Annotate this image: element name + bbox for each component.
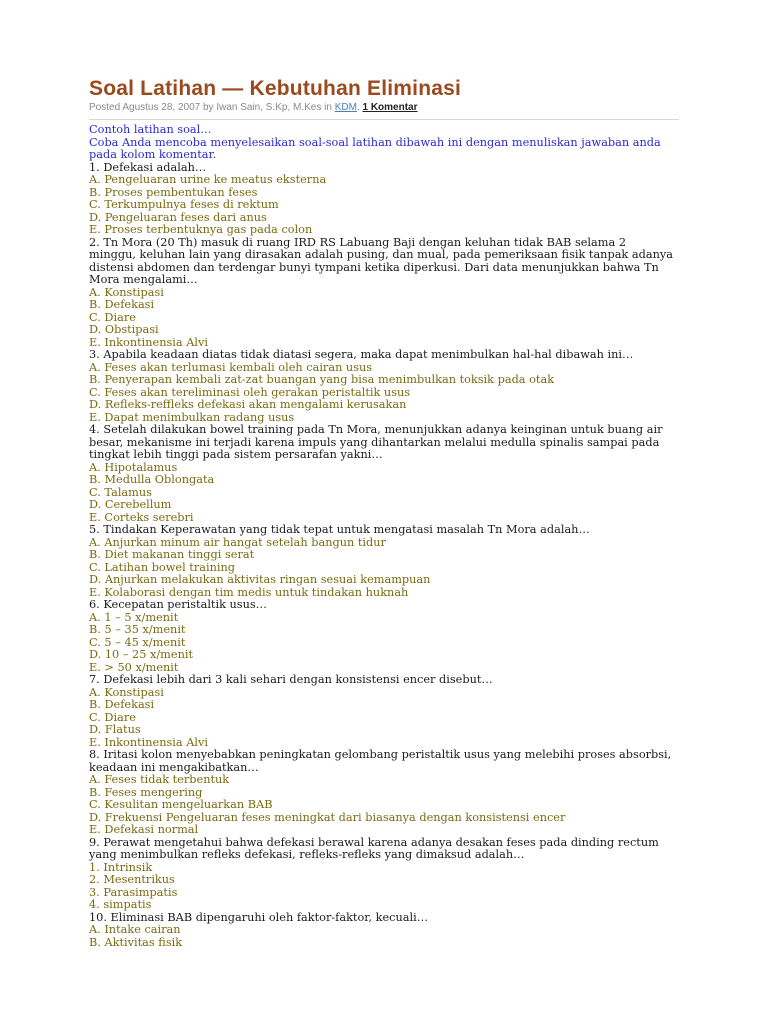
answer-option: C. Kesulitan mengeluarkan BAB bbox=[89, 798, 273, 811]
answer-option: B. Defekasi bbox=[89, 698, 155, 711]
answer-option: B. Defekasi bbox=[89, 298, 155, 311]
question-list bbox=[89, 162, 675, 950]
answer-option: D. Flatus bbox=[89, 723, 141, 736]
question-text: 3. Apabila keadaan diatas tidak diatasi segera, maka dapat menimbulkan hal-hal dibawah ini… bbox=[89, 348, 634, 361]
answer-option: 3. Parasimpatis bbox=[89, 885, 178, 899]
question-text: 1. Defekasi adalah… bbox=[89, 160, 207, 174]
intro-line-1: Contoh latihan soal… bbox=[89, 123, 212, 136]
answer-option: B. Diet makanan tinggi serat bbox=[89, 548, 255, 561]
answer-option: A. Intake cairan bbox=[89, 923, 181, 936]
post-meta bbox=[89, 102, 689, 114]
answer-option: E. Proses terbentuknya gas pada colon bbox=[89, 223, 313, 236]
question-text: 4. Setelah dilakukan bowel training pada Tn Mora, menunjukkan adanya keinginan untuk buang air besar, mekanisme ini terjadi karena impuls yang dihantarkan melalui medulla spinalis sampai pada tingkat lebih tinggi pada sistem persarafan yakni… bbox=[89, 423, 663, 461]
answer-option: A. Pengeluaran urine ke meatus eksterna bbox=[89, 173, 327, 186]
answer-option: D. Pengeluaran feses dari anus bbox=[89, 210, 267, 224]
answer-option: 1. Intrinsik bbox=[89, 860, 153, 874]
answer-option: D. Anjurkan melakukan aktivitas ringan sesuai kemampuan bbox=[89, 573, 431, 586]
post-content bbox=[89, 124, 675, 949]
answer-option: B. Proses pembentukan feses bbox=[89, 185, 258, 199]
answer-option: C. 5 – 45 x/menit bbox=[89, 635, 186, 649]
answer-option: C. Terkumpulnya feses di rektum bbox=[89, 198, 279, 211]
answer-option: 4. simpatis bbox=[89, 898, 152, 911]
question-text: 8. Iritasi kolon menyebabkan peningkatan gelombang peristaltik usus yang melebihi proses absorbsi, keadaan ini mengakibatkan… bbox=[89, 748, 672, 774]
answer-option: A. Anjurkan minum air hangat setelah bangun tidur bbox=[89, 535, 386, 549]
question-text: 10. Eliminasi BAB dipengaruhi oleh faktor-faktor, kecuali… bbox=[89, 910, 429, 924]
answer-option: C. Diare bbox=[89, 710, 136, 724]
intro-line-2: Coba Anda mencoba menyelesaikan soal-soal latihan dibawah ini dengan menuliskan jawaban anda pada kolom komentar. bbox=[89, 135, 661, 161]
answer-option: B. Penyerapan kembali zat-zat buangan yang bisa menimbulkan toksik pada otak bbox=[89, 373, 555, 386]
answer-option: E. Corteks serebri bbox=[89, 510, 194, 524]
answer-option: A. Konstipasi bbox=[89, 685, 164, 699]
answer-option: D. Obstipasi bbox=[89, 323, 159, 336]
answer-option: A. 1 – 5 x/menit bbox=[89, 610, 179, 624]
answer-option: C. Latihan bowel training bbox=[89, 560, 235, 574]
answer-option: A. Feses tidak terbentuk bbox=[89, 773, 230, 786]
answer-option: E. Inkontinensia Alvi bbox=[89, 335, 208, 349]
answer-option: A. Hipotalamus bbox=[89, 460, 178, 474]
answer-option: E. > 50 x/menit bbox=[89, 660, 179, 674]
answer-option: A. Konstipasi bbox=[89, 285, 164, 299]
post-title: Soal Latihan — Kebutuhan Eliminasi bbox=[89, 77, 462, 100]
divider bbox=[89, 119, 679, 120]
meta-separator: . bbox=[356, 102, 363, 113]
post bbox=[89, 76, 689, 949]
answer-option: E. Inkontinensia Alvi bbox=[89, 735, 208, 749]
answer-option: B. Aktivitas fisik bbox=[89, 935, 183, 949]
answer-option: D. Cerebellum bbox=[89, 498, 172, 511]
answer-option: 2. Mesentrikus bbox=[89, 873, 175, 886]
answer-option: B. Feses mengering bbox=[89, 785, 203, 799]
question-text: 9. Perawat mengetahui bahwa defekasi berawal karena adanya desakan feses pada dinding rectum yang menimbulkan refleks defekasi, refleks-refleks yang dimaksud adalah… bbox=[89, 835, 659, 861]
answer-option: B. 5 – 35 x/menit bbox=[89, 623, 186, 636]
question-text: 5. Tindakan Keperawatan yang tidak tepat untuk mengatasi masalah Tn Mora adalah… bbox=[89, 523, 590, 536]
answer-option: D. 10 – 25 x/menit bbox=[89, 648, 194, 661]
answer-option: C. Diare bbox=[89, 310, 136, 324]
answer-option: E. Defekasi normal bbox=[89, 823, 199, 836]
answer-option: C. Talamus bbox=[89, 485, 152, 499]
answer-option: A. Feses akan terlumasi kembali oleh cairan usus bbox=[89, 360, 373, 374]
question-text: 2. Tn Mora (20 Th) masuk di ruang IRD RS Labuang Baji dengan keluhan tidak BAB selama 2 minggu, keluhan lain yang dirasakan adalah pusing, dan mual, pada pemeriksaan fisik tanpak adanya distensi abdomen dan terdengar bunyi tympani ketika diperkusi. Dari data menunjukkan bahwa Tn Mora mengalami… bbox=[89, 235, 673, 286]
answer-option: E. Kolaborasi dengan tim medis untuk tindakan huknah bbox=[89, 585, 409, 599]
answer-option: D. Frekuensi Pengeluaran feses meningkat dari biasanya dengan konsistensi encer bbox=[89, 810, 566, 824]
question-text: 7. Defekasi lebih dari 3 kali sehari dengan konsistensi encer disebut… bbox=[89, 673, 493, 686]
comments-link[interactable]: 1 Komentar bbox=[362, 102, 418, 113]
question-text: 6. Kecepatan peristaltik usus… bbox=[89, 598, 267, 611]
answer-option: D. Refleks-reffleks defekasi akan mengalami kerusakan bbox=[89, 398, 407, 411]
posted-info: Posted Agustus 28, 2007 by Iwan Sain, S.Kp, M.Kes in bbox=[89, 102, 335, 113]
answer-option: E. Dapat menimbulkan radang usus bbox=[89, 410, 295, 424]
category-link[interactable]: KDM bbox=[334, 102, 357, 113]
answer-option: B. Medulla Oblongata bbox=[89, 473, 215, 486]
answer-option: C. Feses akan tereliminasi oleh gerakan peristaltik usus bbox=[89, 385, 411, 399]
